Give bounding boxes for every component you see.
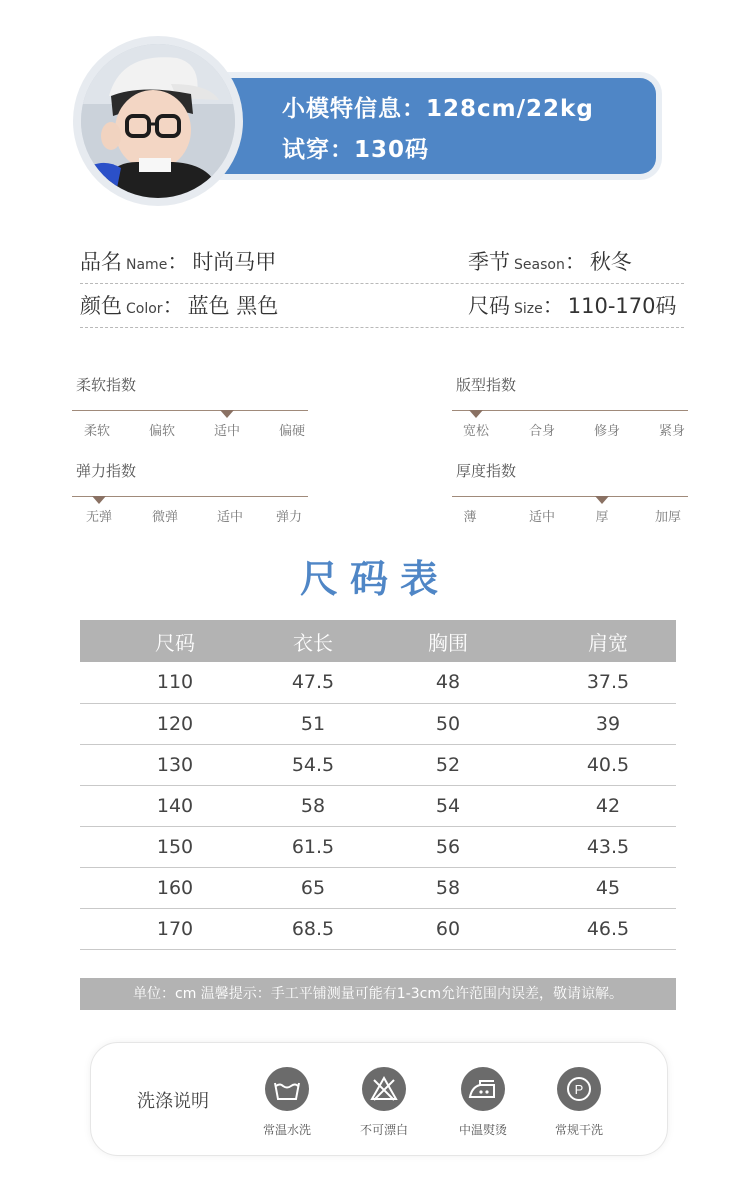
index-scale-line (72, 410, 308, 411)
product-name: 品名 Name： 时尚马甲 (80, 250, 277, 274)
size-label: 尺码 (468, 294, 510, 318)
cell-shoulder: 43.5 (540, 826, 676, 867)
cell-size: 110 (80, 662, 270, 703)
wash-icon (265, 1067, 309, 1111)
product-info-row-1 (80, 240, 684, 284)
index-option: 偏软 (148, 424, 176, 439)
index-option: 偏硬 (278, 424, 306, 439)
header-shoulder: 肩宽 (540, 620, 676, 662)
header-size: 尺码 (80, 620, 270, 662)
cell-chest: 48 (356, 662, 540, 703)
index-softness (72, 374, 308, 439)
season-label-en: Season (514, 257, 565, 273)
care-item-iron (443, 1067, 523, 1138)
index-option: 适中 (216, 510, 244, 525)
index-option: 合身 (528, 424, 556, 439)
cell-shoulder: 39 (540, 703, 676, 744)
product-name-value: 时尚马甲 (192, 250, 277, 274)
index-option: 弹力 (275, 510, 303, 525)
cell-shoulder: 40.5 (540, 744, 676, 785)
index-marker-icon (595, 496, 609, 504)
cell-chest: 54 (356, 785, 540, 826)
index-scale-line (452, 410, 688, 411)
cell-shoulder: 42 (540, 785, 676, 826)
season-label: 季节 (468, 250, 510, 274)
dry-clean-icon (557, 1067, 601, 1111)
cell-length: 61.5 (270, 826, 356, 867)
index-title: 柔软指数 (76, 376, 137, 394)
model-avatar (81, 44, 235, 198)
index-option: 加厚 (654, 510, 682, 525)
color-label-en: Color (126, 301, 163, 317)
index-option: 紧身 (658, 424, 686, 439)
care-panel (90, 1042, 668, 1156)
index-title: 版型指数 (456, 376, 517, 394)
svg-text:P: P (574, 1082, 584, 1097)
product-info-row-2 (80, 284, 684, 328)
index-elasticity (72, 460, 308, 525)
table-row (80, 703, 676, 744)
index-thickness (452, 460, 688, 525)
index-option: 厚 (595, 510, 609, 525)
cell-size: 140 (80, 785, 270, 826)
color-value: 蓝色 黑色 (187, 294, 279, 318)
header-chest: 胸围 (356, 620, 540, 662)
measurement-note: 单位：cm 温馨提示：手工平铺测量可能有1-3cm允许范围内误差，敬请谅解。 (80, 978, 676, 1010)
index-option: 无弹 (85, 510, 113, 525)
cell-length: 65 (270, 867, 356, 908)
care-item-dry-clean (539, 1067, 619, 1138)
index-option: 宽松 (462, 424, 490, 439)
iron-icon (461, 1067, 505, 1111)
index-option: 柔软 (83, 424, 111, 439)
model-fit-line: 试穿：130码 (282, 137, 430, 163)
table-row (80, 785, 676, 826)
table-row (80, 867, 676, 908)
product-season: 季节 Season： 秋冬 (468, 250, 632, 274)
index-option: 微弹 (151, 510, 179, 525)
no-bleach-icon (362, 1067, 406, 1111)
cell-shoulder: 45 (540, 867, 676, 908)
size-value: 110-170码 (567, 294, 677, 318)
index-option: 修身 (593, 424, 621, 439)
cell-length: 68.5 (270, 908, 356, 949)
index-marker-icon (92, 496, 106, 504)
product-name-label-en: Name (126, 257, 168, 273)
cell-length: 58 (270, 785, 356, 826)
header-length: 衣长 (270, 620, 356, 662)
care-label: 中温熨烫 (458, 1123, 507, 1137)
cell-chest: 52 (356, 744, 540, 785)
season-value: 秋冬 (589, 250, 632, 274)
index-option: 薄 (463, 510, 477, 525)
color-label: 颜色 (80, 294, 122, 318)
product-name-label: 品名 (80, 250, 122, 274)
size-table-header (80, 620, 676, 662)
cell-size: 130 (80, 744, 270, 785)
cell-chest: 58 (356, 867, 540, 908)
index-scale-line (72, 496, 308, 497)
table-row (80, 662, 676, 703)
cell-chest: 60 (356, 908, 540, 949)
cell-shoulder: 37.5 (540, 662, 676, 703)
cell-size: 160 (80, 867, 270, 908)
care-label: 常规干洗 (554, 1123, 603, 1137)
cell-length: 54.5 (270, 744, 356, 785)
cell-length: 51 (270, 703, 356, 744)
cell-size: 120 (80, 703, 270, 744)
product-color: 颜色 Color： 蓝色 黑色 (80, 294, 279, 318)
index-marker-icon (469, 410, 483, 418)
model-info-line: 小模特信息：128cm/22kg (282, 96, 594, 122)
table-row (80, 826, 676, 867)
care-item-wash (247, 1067, 327, 1138)
index-option: 适中 (213, 424, 241, 439)
care-label: 常温水洗 (262, 1123, 311, 1137)
cell-chest: 56 (356, 826, 540, 867)
index-fit (452, 374, 688, 439)
table-row (80, 744, 676, 785)
cell-length: 47.5 (270, 662, 356, 703)
size-table (80, 620, 676, 950)
table-row (80, 908, 676, 949)
care-title: 洗涤说明 (137, 1091, 209, 1112)
cell-size: 170 (80, 908, 270, 949)
size-chart-title: 尺码表 (299, 557, 450, 601)
product-size: 尺码 Size： 110-170码 (468, 294, 677, 318)
cell-size: 150 (80, 826, 270, 867)
index-title: 弹力指数 (76, 462, 137, 480)
cell-chest: 50 (356, 703, 540, 744)
index-scale-line (452, 496, 688, 497)
cell-shoulder: 46.5 (540, 908, 676, 949)
care-label: 不可漂白 (359, 1123, 408, 1137)
index-title: 厚度指数 (456, 462, 517, 480)
care-item-no-bleach (344, 1067, 424, 1138)
size-label-en: Size (514, 301, 543, 317)
index-option: 适中 (528, 510, 556, 525)
index-marker-icon (220, 410, 234, 418)
